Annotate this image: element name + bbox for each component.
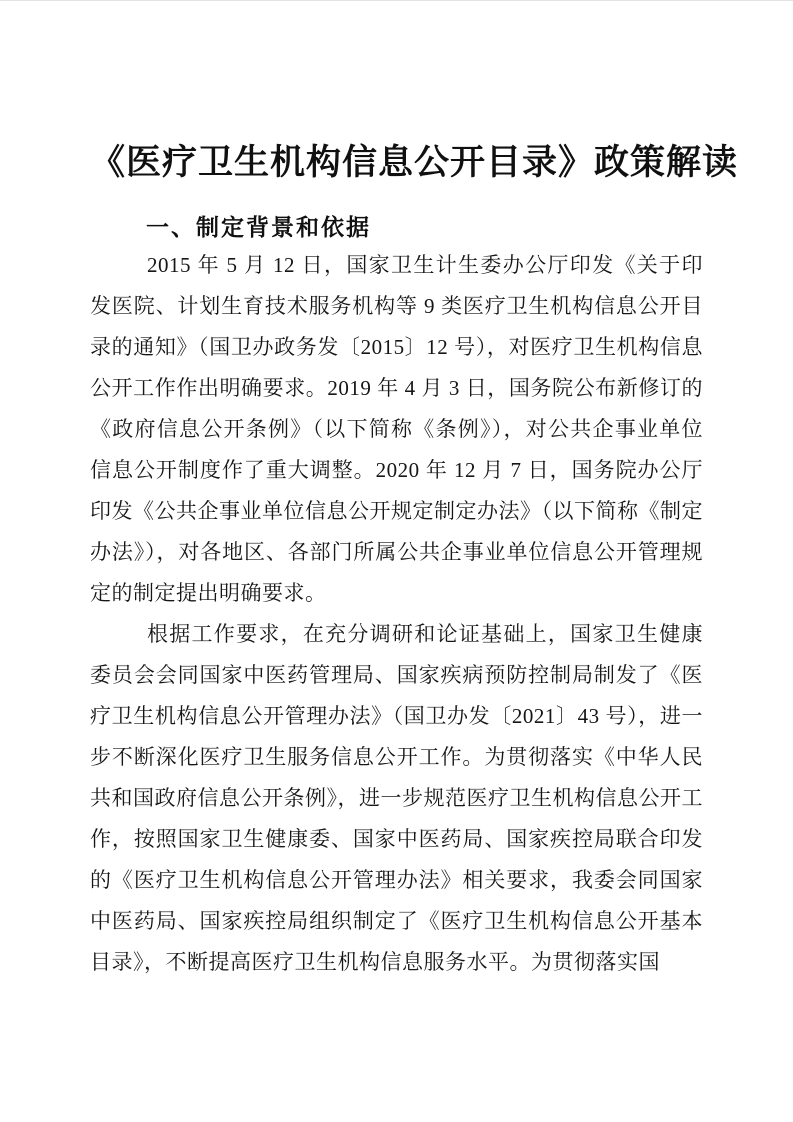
paragraph: 根据工作要求，在充分调研和论证基础上，国家卫生健康委员会会同国家中医药管理局、国家疾病预防控制局制发了《医疗卫生机构信息公开管理办法》（国卫办发〔2021〕43 号），进一步不断深化医疗卫生服务信息公开工作。为贯彻落实《中华人民共和国政府信息公开条例》，进一步规范医疗卫生机构信息公开工作，按照国家卫生健康委、国家中医药局、国家疾控局联合印发的《医疗卫生机构信息公开管理办法》相关要求，我委会同国家中医药局、国家疾控局组织制定了《医疗卫生机构信息公开基本目录》，不断提高医疗卫生机构信息服务水平。为贯彻落实国 xyxy=(90,622,703,974)
document-body xyxy=(90,245,703,983)
document-title: 《医疗卫生机构信息公开目录》政策解读 xyxy=(90,143,739,182)
paragraph: 2015 年 5 月 12 日，国家卫生计生委办公厅印发《关于印发医院、计划生育技术服务机构等 9 类医疗卫生机构信息公开目录的通知》（国卫办政务发〔2015〕12 号），对医疗卫生机构信息公开工作作出明确要求。2019 年 4 月 3 日，国务院公布新修订的《政府信息公开条例》（以下简称《条例》），对公共企事业单位信息公开制度作了重大调整。2020 年 12 月 7 日，国务院办公厅印发《公共企事业单位信息公开规定制定办法》（以下简称《制定办法》），对各地区、各部门所属公共企事业单位信息公开管理规定的制定提出明确要求。 xyxy=(90,253,703,605)
section-heading: 一、制定背景和依据 xyxy=(146,214,371,240)
